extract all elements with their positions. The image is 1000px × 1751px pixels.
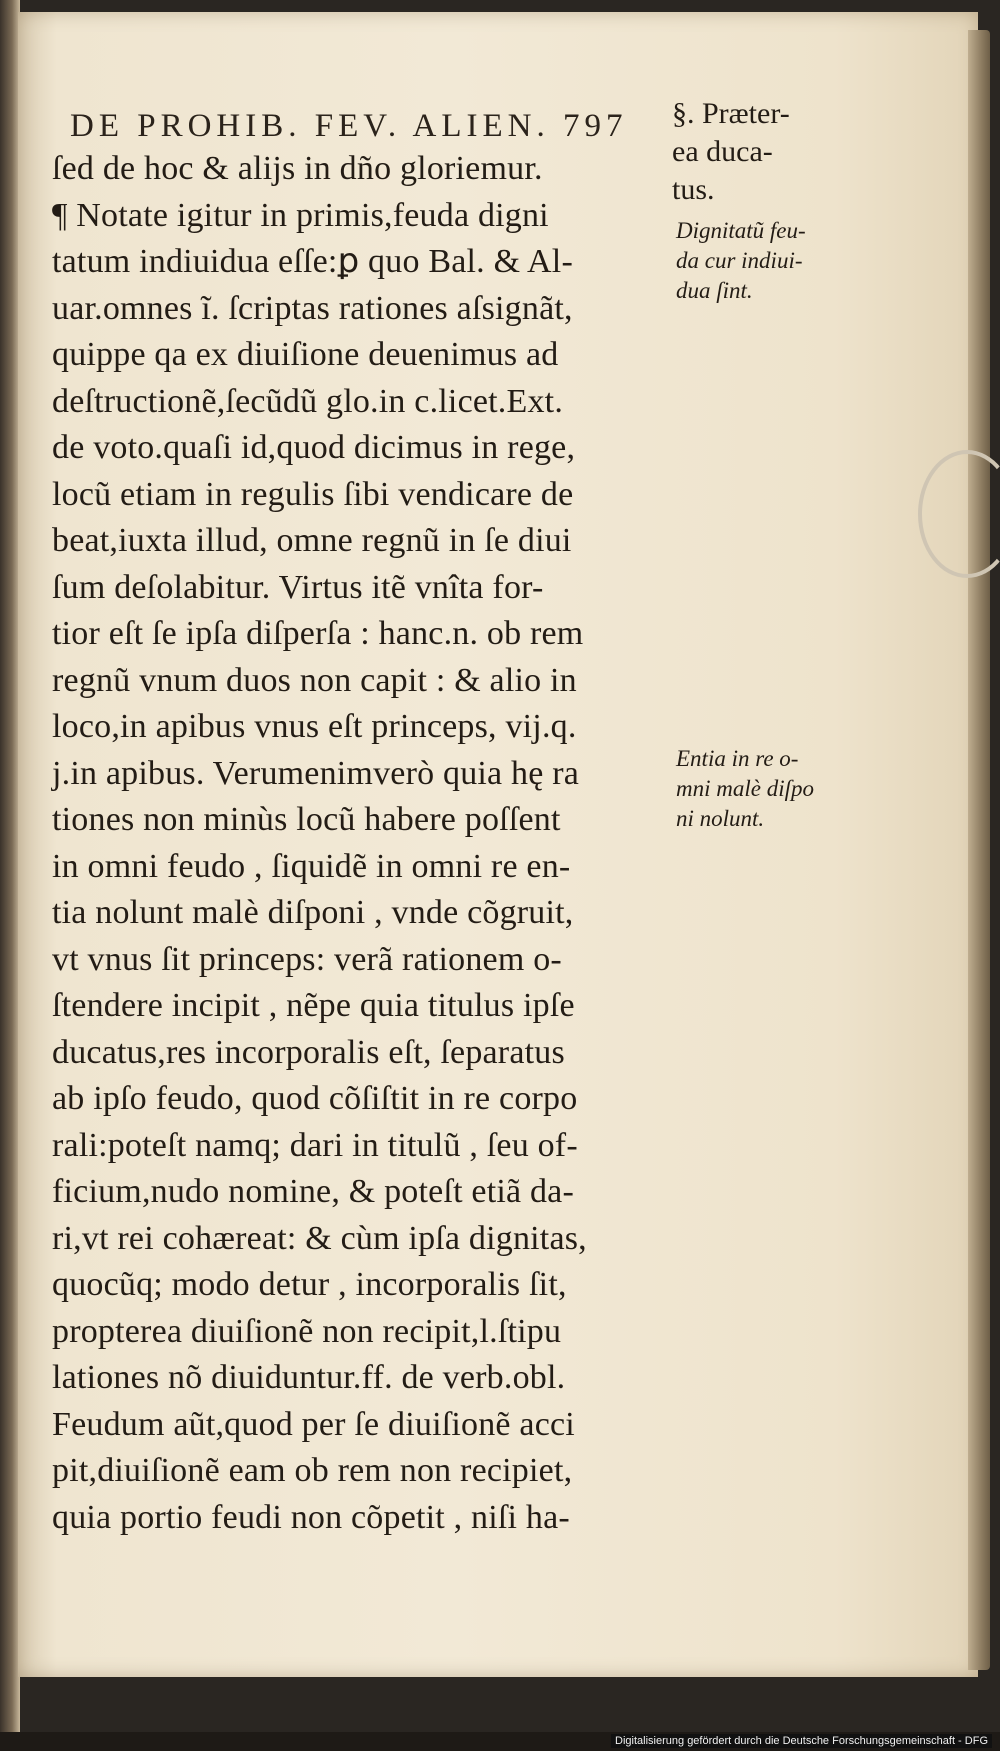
text-line: ri,vt rei cohæreat: & cùm ipſa dignitas, xyxy=(52,1219,587,1257)
margin-note-line: mni malè diſpo xyxy=(676,776,814,801)
margin-note-dignitatum xyxy=(676,216,856,306)
text-line: uar.omnes ĩ. ſcriptas rationes aſsignãt, xyxy=(52,289,573,327)
section-note-line: ea duca- xyxy=(672,135,773,168)
text-line: quocũq; modo detur , incorporalis ſit, xyxy=(52,1266,567,1303)
margin-note-line: dua ſint. xyxy=(676,278,753,303)
main-text-column xyxy=(52,146,682,1541)
text-line: lationes nõ diuiduntur.ff. de verb.obl. xyxy=(52,1359,566,1396)
running-header: DE PROHIB. FEV. ALIEN. 797 xyxy=(70,108,628,144)
text-line: deſtructionẽ,ſecũdũ glo.in c.licet.Ext. xyxy=(52,382,564,420)
margin-note-line: da cur indiui- xyxy=(676,248,803,273)
text-line: quippe qa ex diuiſione deuenimus ad xyxy=(52,336,559,373)
text-line: ¶ Notate igitur in primis,feuda digni xyxy=(52,196,549,234)
marginalia-section xyxy=(672,95,852,209)
text-line: regnũ vnum duos non capit : & alio in xyxy=(52,661,577,699)
text-line: tatum indiuidua eſſe:ꝑ quo Bal. & Al- xyxy=(52,243,573,280)
margin-note-line: ni nolunt. xyxy=(676,806,765,831)
text-line: vt vnus ſit princeps: verã rationem o- xyxy=(52,940,562,978)
text-line: tia nolunt malè diſponi , vnde cõgruit, xyxy=(52,894,574,931)
text-line: tiones non minùs locũ habere poſſent xyxy=(52,801,561,838)
text-line: ab ipſo feudo, quod cõſiſtit in re corpo xyxy=(52,1080,578,1117)
margin-note-line: Dignitatũ feu- xyxy=(676,218,806,243)
text-line: ſtendere incipit , nẽpe quia titulus ipſe xyxy=(52,987,575,1024)
text-line: quia portio feudi non cõpetit , niſi ha- xyxy=(52,1498,570,1536)
text-line: ducatus,res incorporalis eſt, ſeparatus xyxy=(52,1033,565,1071)
text-line: propterea diuiſionẽ non recipit,l.ſtipu xyxy=(52,1312,562,1350)
margin-note-entia xyxy=(676,744,856,834)
text-line: loco,in apibus vnus eſt princeps, vij.q. xyxy=(52,708,577,745)
text-line: pit,diuiſionẽ eam ob rem non recipiet, xyxy=(52,1452,573,1489)
text-line: in omni feudo , ſiquidẽ in omni re en- xyxy=(52,847,571,885)
text-line: ſum deſolabitur. Virtus itẽ vnîta for- xyxy=(52,568,544,606)
footer-bar xyxy=(0,1732,1000,1751)
text-line: j.in apibus. Verumenimverò quia hę ra xyxy=(52,754,580,792)
text-line: tior eſt ſe ipſa diſperſa : hanc.n. ob rem xyxy=(52,615,584,652)
digitization-credit: Digitalisierung gefördert durch die Deutsche Forschungsgemeinschaft - DFG xyxy=(611,1734,992,1748)
book-gutter xyxy=(0,0,20,1751)
text-line: beat,iuxta illud, omne regnũ in ſe diui xyxy=(52,522,572,559)
text-line: ficium,nudo nomine, & poteſt etiã da- xyxy=(52,1173,574,1210)
section-note xyxy=(672,95,852,209)
text-line: Feudum aũt,quod per ſe diuiſionẽ acci xyxy=(52,1405,575,1443)
text-line: locũ etiam in regulis ſibi vendicare de xyxy=(52,475,574,513)
text-line: ſed de hoc & alijs in dño gloriemur. xyxy=(52,150,543,187)
section-note-line: §. Præter- xyxy=(672,97,790,130)
page-edges xyxy=(968,30,990,1670)
margin-note-line: Entia in re o- xyxy=(676,746,799,771)
text-line: rali:poteſt namq; dari in titulũ , ſeu of- xyxy=(52,1126,578,1164)
text-line: de voto.quaſi id,quod dicimus in rege, xyxy=(52,429,576,466)
section-note-line: tus. xyxy=(672,173,715,206)
